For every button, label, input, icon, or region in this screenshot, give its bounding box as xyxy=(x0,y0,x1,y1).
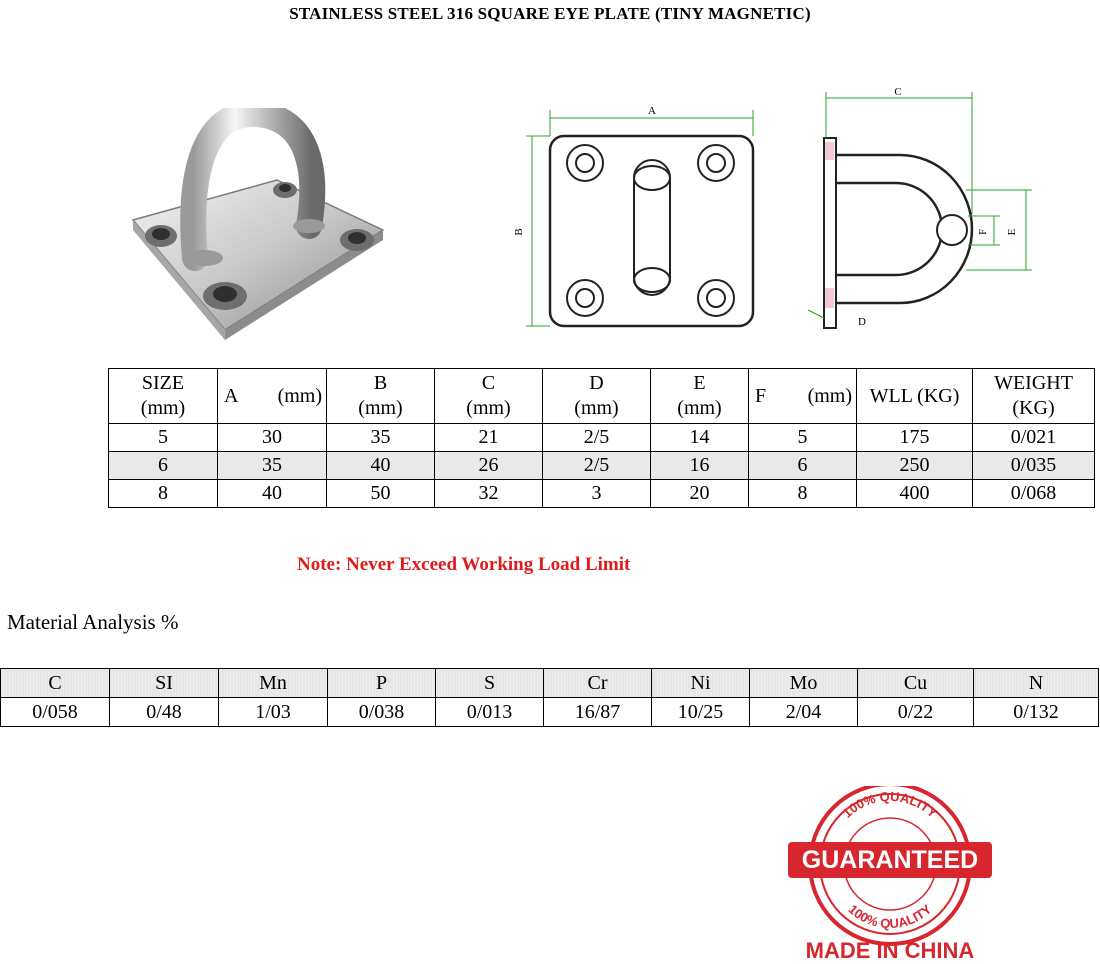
header-top: B xyxy=(373,372,388,394)
material-analysis-title: Material Analysis % xyxy=(7,610,179,634)
spec-cell: 32 xyxy=(435,480,543,508)
material-header: P xyxy=(328,669,436,698)
header-left: F xyxy=(755,384,767,407)
product-photo xyxy=(125,108,410,343)
spec-row xyxy=(109,452,1095,480)
material-header: Mn xyxy=(219,669,328,698)
header-bottom: (KG) xyxy=(1012,397,1055,419)
spec-cell: 6 xyxy=(109,452,218,480)
header-right: (mm) xyxy=(807,384,852,407)
spec-cell: 0/035 xyxy=(973,452,1095,480)
material-header: Mo xyxy=(750,669,858,698)
material-value: 2/04 xyxy=(750,698,858,727)
material-header: Cr xyxy=(544,669,652,698)
spec-cell: 35 xyxy=(218,452,327,480)
material-header-row xyxy=(1,669,1099,698)
header-bottom: (mm) xyxy=(358,397,403,419)
material-header: Ni xyxy=(652,669,750,698)
spec-cell: 21 xyxy=(435,424,543,452)
spec-cell: 8 xyxy=(749,480,857,508)
spec-header-row xyxy=(109,369,1095,424)
spec-cell: 50 xyxy=(327,480,435,508)
header-bottom: (mm) xyxy=(466,397,511,419)
spec-cell: 2/5 xyxy=(543,452,651,480)
spec-header-a xyxy=(218,369,327,424)
spec-cell: 6 xyxy=(749,452,857,480)
dimension-label-b: B xyxy=(513,228,525,236)
spec-cell: 5 xyxy=(109,424,218,452)
spec-cell: 26 xyxy=(435,452,543,480)
spec-cell: 35 xyxy=(327,424,435,452)
load-limit-note: Note: Never Exceed Working Load Limit xyxy=(297,554,631,575)
material-value: 0/058 xyxy=(1,698,110,727)
material-value: 0/013 xyxy=(436,698,544,727)
badge-bottom-arc-text: 100% QUALITY xyxy=(845,901,935,932)
spec-header-e xyxy=(651,369,749,424)
badge-top-arc-text: 100% QUALITY xyxy=(839,788,941,821)
material-header: N xyxy=(974,669,1099,698)
header-top: WEIGHT xyxy=(994,372,1073,394)
spec-header-weight xyxy=(973,369,1095,424)
spec-table xyxy=(108,368,1095,508)
spec-cell: 5 xyxy=(749,424,857,452)
spec-cell: 8 xyxy=(109,480,218,508)
header-left: A xyxy=(224,384,239,407)
spec-cell: 40 xyxy=(218,480,327,508)
material-table xyxy=(0,668,1099,727)
dimension-label-d: D xyxy=(858,316,866,328)
spec-header-c xyxy=(435,369,543,424)
header-bottom: (mm) xyxy=(677,397,722,419)
dimension-label-c: C xyxy=(894,86,902,98)
header-top: SIZE xyxy=(141,372,185,394)
spec-cell: 175 xyxy=(857,424,973,452)
material-value: 0/132 xyxy=(974,698,1099,727)
spec-header-size xyxy=(109,369,218,424)
spec-cell: 2/5 xyxy=(543,424,651,452)
material-value: 10/25 xyxy=(652,698,750,727)
material-header: C xyxy=(1,669,110,698)
header-bottom: (mm) xyxy=(140,397,186,419)
header-bottom: (mm) xyxy=(574,397,619,419)
badge-footer-text: MADE IN CHINA xyxy=(805,938,975,963)
spec-cell: 20 xyxy=(651,480,749,508)
material-value: 0/48 xyxy=(110,698,219,727)
page-title: STAINLESS STEEL 316 SQUARE EYE PLATE (TINY MAGNETIC) xyxy=(289,4,811,23)
spec-cell: 14 xyxy=(651,424,749,452)
technical-drawing xyxy=(505,85,1045,340)
material-value-row xyxy=(1,698,1099,727)
spec-cell: 0/068 xyxy=(973,480,1095,508)
spec-cell: 30 xyxy=(218,424,327,452)
spec-header-wll: WLL (KG) xyxy=(857,369,973,424)
quality-guaranteed-badge xyxy=(780,786,1000,964)
spec-row xyxy=(109,424,1095,452)
material-value: 1/03 xyxy=(219,698,328,727)
header-top: D xyxy=(589,372,604,394)
spec-cell: 40 xyxy=(327,452,435,480)
dimension-label-f: F xyxy=(978,229,989,235)
material-header: Cu xyxy=(858,669,974,698)
spec-header-f xyxy=(749,369,857,424)
material-value: 0/038 xyxy=(328,698,436,727)
spec-cell: 400 xyxy=(857,480,973,508)
material-value: 16/87 xyxy=(544,698,652,727)
material-header: S xyxy=(436,669,544,698)
dimension-label-e: E xyxy=(1006,228,1018,236)
spec-cell: 0/021 xyxy=(973,424,1095,452)
header-top: E xyxy=(693,372,706,394)
spec-header-b xyxy=(327,369,435,424)
material-value: 0/22 xyxy=(858,698,974,727)
spec-header-d xyxy=(543,369,651,424)
dimension-label-a: A xyxy=(648,105,656,117)
spec-cell: 250 xyxy=(857,452,973,480)
header-right: (mm) xyxy=(277,384,322,407)
spec-cell: 3 xyxy=(543,480,651,508)
spec-cell: 16 xyxy=(651,452,749,480)
badge-banner-text: GUARANTEED xyxy=(801,846,979,874)
header-top: C xyxy=(481,372,496,394)
spec-row xyxy=(109,480,1095,508)
material-header: SI xyxy=(110,669,219,698)
